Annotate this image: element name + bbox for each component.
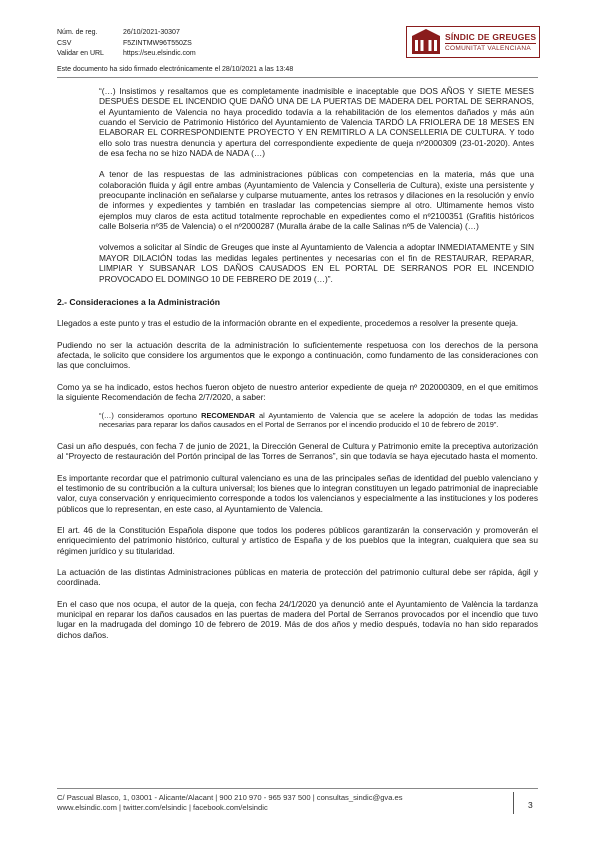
footer-address: C/ Pascual Blasco, 1, 03001 - Alicante/Alacant | 900 210 970 - 965 937 500 | consultas_sindic@gva.es xyxy=(57,793,403,802)
signature-note: Este documento ha sido firmado electrónicamente el 28/10/2021 a las 13:48 xyxy=(57,66,294,73)
building-icon xyxy=(411,29,441,55)
paragraph: Casi un año después, con fecha 7 de junio de 2021, la Dirección General de Cultura y Patrimonio emite la preceptiva autorización al “Proyecto de restauración del Portón principal de las Torres de Serranos”, sin que todavía se haya ejecutado hasta el momento. xyxy=(57,440,538,462)
meta-row-url xyxy=(57,49,196,60)
document-body xyxy=(57,86,538,640)
recommendation-post: al Ayuntamiento de Valencia que se acelere la adopción de todas las medidas necesarias para reparar los daños causados en el Portal de Serranos por el incendio producido el 10 de febrero de 2019”. xyxy=(99,410,538,430)
sindic-logo xyxy=(406,26,540,58)
logo-text xyxy=(445,32,536,52)
header-divider xyxy=(57,77,538,78)
footer xyxy=(57,793,403,813)
logo-title: SÍNDIC DE GREUGES xyxy=(445,32,537,42)
meta-value: 26/10/2021-30307 xyxy=(123,29,180,36)
section-heading: 2.- Consideraciones a la Administración xyxy=(57,296,221,307)
meta-label: Núm. de reg. xyxy=(57,29,98,36)
meta-row-csv xyxy=(57,39,196,50)
validation-url-link[interactable]: https://seu.elsindic.com xyxy=(123,50,196,57)
meta-label: CSV xyxy=(57,39,72,47)
page-number: 3 xyxy=(528,800,533,810)
recommendation-quote xyxy=(99,411,538,430)
page-number-divider xyxy=(513,792,514,814)
paragraph: El art. 46 de la Constitución Española dispone que todos los poderes públicos garantizarán la conservación y promoverán el enriquecimiento del patrimonio histórico, cultural y artístico de España y de los pueblos que la integran, cualquiera que sea su régimen jurídico y su titularidad. xyxy=(57,525,538,556)
recommendation-pre: “(…) consideramos oportuno xyxy=(99,410,202,420)
document-metadata xyxy=(57,28,196,60)
paragraph: Es importante recordar que el patrimonio cultural valenciano es una de las principales señas de identidad del pueblo valenciano y el testimonio de su contribución a la cultura universal; los bienes que lo integran constituyen un legado patrimonial de inapreciable valor, cuya conservación y enriquecimiento corresponde a todos los valencianos y especialmente a las instituciones y los poderes públicos que lo representan, en este caso, al Ayuntamiento de Valencia. xyxy=(57,472,538,514)
paragraph: Como ya se ha indicado, estos hechos fueron objeto de nuestro anterior expediente de queja nº 202000309, en el que emitimos la siguiente Recomendación de fecha 2/7/2020, a saber: xyxy=(57,381,538,402)
footer-divider xyxy=(57,788,538,789)
paragraph: La actuación de las distintas Administraciones públicas en materia de protección del patrimonio cultural debe ser rápida, ágil y coordinada. xyxy=(57,567,538,588)
paragraph: Llegados a este punto y tras el estudio de la información obrante en el expediente, procedemos a resolver la presente queja. xyxy=(57,318,519,329)
footer-links[interactable]: www.elsindic.com | twitter.com/elsindic | facebook.com/elsindic xyxy=(57,803,268,812)
recommendation-keyword: RECOMENDAR xyxy=(201,410,255,420)
complaint-quote-2: A tenor de las respuestas de las administraciones públicas con competencias en la materia, más que una colaboración fluida y ágil entre ambas (Ayuntamiento de Valencia y Conselleria de Cultura), existe una persistente y preocupante inclinación en señalarse y culparse mutuamente, antes los retrasos y dilaciones en la resolución y envío de informes y expedientes y también en trasladar las competencias siempre al otro. Ultimamente hemos visto ejemplos muy claros de esta actitud totalmente reprochable en expedientes como el nº2100351 (Grafitis históricos calle Bolseria nº35 de Valencia) o el nº2000287 (Muralla árabe de la calle Salinas nº5 de Valencia) (…) xyxy=(99,169,534,232)
complaint-quote-1: “(…) Insistimos y resaltamos que es completamente inadmisible e inaceptable que DOS AÑOS Y SIETE MESES DESPUÉS DESDE EL INCENDIO QUE DAÑÓ UNA DE LA PUERTAS DE MADERA DEL PORTAL DE SERRANOS, el Ayuntamiento de Valencia no haya procedido todavía a la rehabilitación de los elementos dañados y más aún cuando el Servicio de Patrimonio Histórico del Ayuntamiento de Valencia TARDÓ LA FRIOLERA DE 18 MESES EN ELABORAR EL CORRESPONDIENTE PROYECTO Y EN REMITIRLO A LA CONSELLERIA DE CULTURA. Y todo ello solo tras nuestra denuncia y apertura del correspondiente expediente de queja nº2000309 (23-01-2020). Antes de esa fecha no se hizo NADA de NADA (…) xyxy=(99,86,534,159)
meta-row-reg xyxy=(57,28,196,39)
complaint-quote-3: volvemos a solicitar al Síndic de Greuges que inste al Ayuntamiento de Valencia a adoptar INMEDIATAMENTE y SIN MAYOR DILACIÓN todas las medidas legales pertinentes y necesarias con el fin de RESTAURAR, REPARAR, LIMPIAR Y SUBSANAR LOS DAÑOS CAUSADOS EN EL PORTAL DE SERRANOS POR EL INCENDIO PROVOCADO EL DOMINGO 10 DE FEBRERO DE 2019 (…)”. xyxy=(99,242,534,284)
paragraph: Pudiendo no ser la actuación descrita de la administración lo suficientemente respetuosa con los derechos de la persona afectada, le solicito que considere los argumentos que le expongo a continuación, como fundamento de las consideraciones con las que concluimos. xyxy=(57,339,538,371)
meta-label: Validar en URL xyxy=(57,50,104,57)
meta-value: F5ZINTMW96T550ZS xyxy=(123,39,192,47)
paragraph: En el caso que nos ocupa, el autor de la queja, con fecha 24/1/2020 ya denunció ante el Ayuntamiento de València la tardanza municipal en reparar los daños causados en las puertas de madera del Portal de Serranos provocados por el incendio que tuvo lugar en la madrugada del domingo 10 de febrero de 2019. Más de dos años y medio después, todavía no han sido reparados dichos daños. xyxy=(57,598,538,640)
logo-subtitle: COMUNITAT VALENCIANA xyxy=(445,43,536,52)
